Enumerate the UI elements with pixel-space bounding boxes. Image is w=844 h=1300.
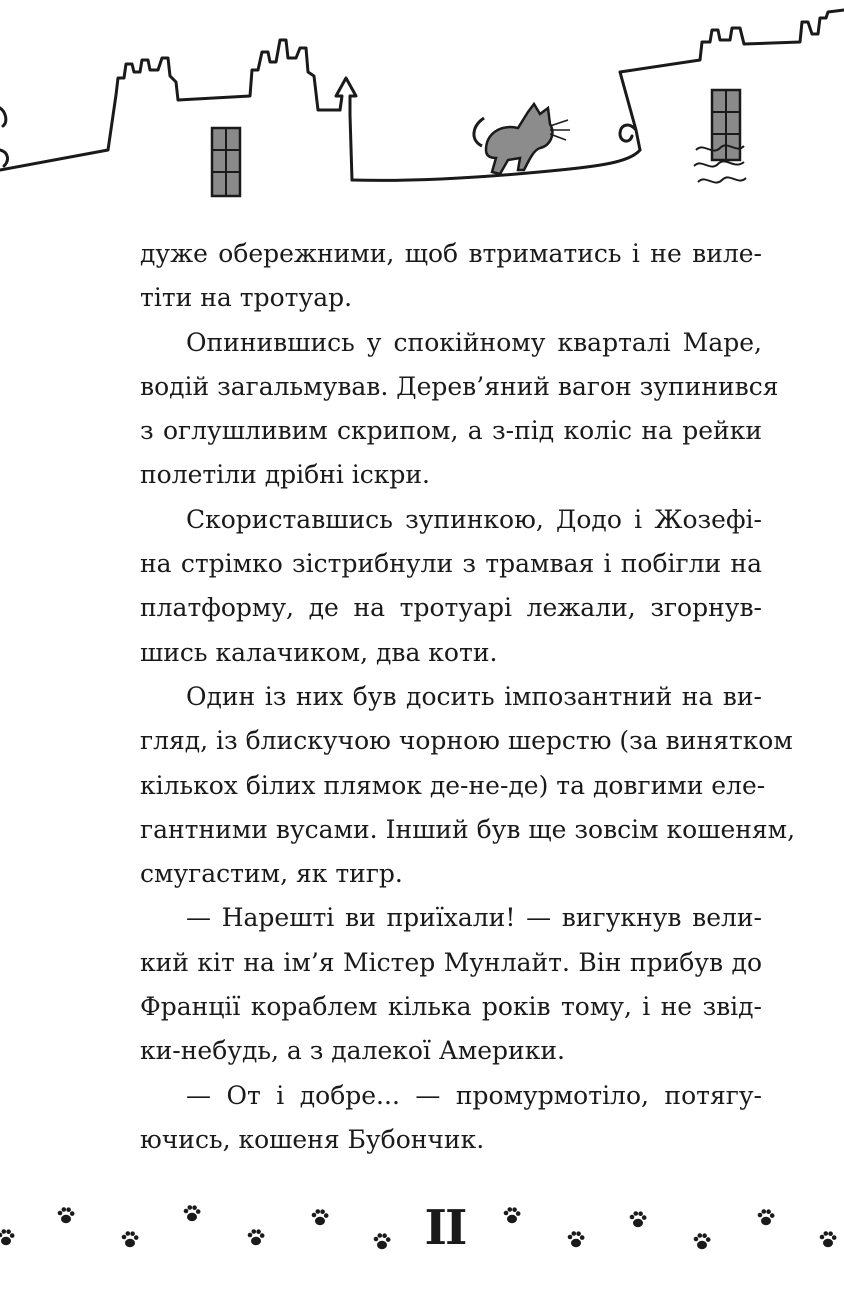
paw-print-icon — [248, 1229, 265, 1245]
window-left-icon — [212, 128, 240, 196]
rooftop-illustration — [0, 0, 844, 215]
text-line: шись калачиком, два коти. — [140, 637, 498, 667]
paragraph — [140, 232, 762, 321]
text-line: водій загальмував. Дерев’яний вагон зупинився — [140, 371, 779, 401]
text-line: тіти на тротуар. — [140, 283, 353, 313]
paw-print-icon — [504, 1207, 521, 1223]
text-line: Один із них був досить імпозантний на ви- — [186, 681, 762, 711]
text-line: на стрімко зістрибнули з трамвая і побігли на — [140, 549, 762, 579]
window-right-icon — [694, 90, 746, 183]
paw-print-icon — [312, 1209, 329, 1225]
paw-print-icon — [58, 1207, 75, 1223]
paw-print-icon — [694, 1233, 711, 1249]
page-text — [140, 232, 796, 1162]
paragraph — [140, 896, 762, 1073]
paw-print-icon — [184, 1205, 201, 1221]
paw-print-icon — [0, 1229, 15, 1245]
text-line: Франції кораблем кілька років тому, і не звід- — [140, 992, 762, 1022]
paw-print-icon — [568, 1231, 585, 1247]
text-line: ючись, кошеня Бубончик. — [140, 1124, 485, 1154]
text-line: кий кіт на ім’я Містер Мунлайт. Він прибув до — [140, 947, 762, 977]
paw-print-icon — [374, 1233, 391, 1249]
text-line: гантними вусами. Інший був ще зовсім кошеням, — [140, 814, 796, 844]
paw-print-icon — [630, 1211, 647, 1227]
text-line: з оглушливим скрипом, а з-під коліс на рейки — [140, 416, 762, 446]
text-line: дуже обережними, щоб втриматись і не виле- — [140, 239, 762, 268]
paragraph — [140, 675, 796, 896]
text-line: смугастим, як тигр. — [140, 859, 403, 889]
text-line: кількох білих плямок де-не-де) та довгими еле- — [140, 770, 766, 800]
paragraph — [140, 498, 762, 675]
paw-print-icon — [820, 1231, 837, 1247]
text-line: полетіли дрібні іскри. — [140, 460, 430, 490]
text-line: платформу, де на тротуарі лежали, згорнув- — [140, 593, 762, 623]
paw-print-icon — [122, 1231, 139, 1247]
text-line: — Нарешті ви приїхали! — вигукнув вели- — [186, 903, 762, 933]
text-line: ки-небудь, а з далекої Америки. — [140, 1036, 565, 1066]
text-line: гляд, із блискучою чорною шерстю (за винятком — [140, 726, 793, 756]
paw-print-border — [0, 1196, 844, 1266]
page-number: II — [424, 1200, 466, 1256]
text-line: Скориставшись зупинкою, Додо і Жозефі- — [186, 504, 762, 534]
text-line: Опинившись у спокійному кварталі Маре, — [186, 327, 762, 357]
text-line: — От і добре... — промурмотіло, потягу- — [186, 1080, 762, 1110]
paragraph — [140, 321, 779, 498]
paragraph — [140, 1074, 762, 1163]
cat-icon — [474, 104, 570, 174]
paw-print-icon — [758, 1209, 775, 1225]
